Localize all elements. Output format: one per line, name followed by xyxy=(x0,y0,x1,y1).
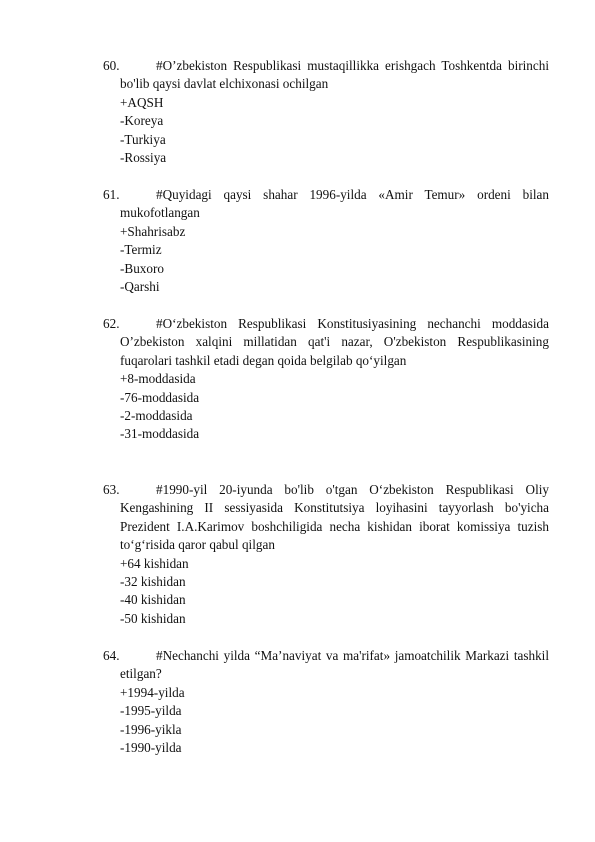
question-body xyxy=(120,647,549,757)
question-text: #O’zbekiston Respublikasi mustaqillikka erishgach Toshkentda birinchi bo'lib qaysi davlat elchixonasi ochilgan xyxy=(120,58,549,92)
answer-option: -76-moddasida xyxy=(120,389,200,405)
answer-option: -32 kishidan xyxy=(120,574,186,590)
answer-option: -31-moddasida xyxy=(120,426,200,442)
answer-option: -2-moddasida xyxy=(120,408,193,424)
answer-option: +64 kishidan xyxy=(120,555,189,571)
question-body xyxy=(120,315,549,444)
answer-option: -1990-yilda xyxy=(120,740,182,756)
question-64 xyxy=(103,647,549,757)
question-body xyxy=(120,186,549,296)
question-text: #Quyidagi qaysi shahar 1996-yilda «Amir Temur» ordeni bilan mukofotlangan xyxy=(120,187,549,221)
question-number: 61. xyxy=(103,187,120,202)
answer-option: -Termiz xyxy=(120,242,162,258)
question-text: #Nechanchi yilda “Ma’naviyat va ma'rifat» jamoatchilik Markazi tashkil etilgan? xyxy=(120,648,549,682)
answer-option: -Koreya xyxy=(120,113,164,129)
question-62 xyxy=(103,315,549,444)
question-text: #O‘zbekiston Respublikasi Konstitusiyasining nechanchi moddasida O’zbekiston xalqini millatidan qat'i nazar, O'zbekiston Respublikasining fuqarolari tashkil etadi degan qoida belgilab qo‘yilgan xyxy=(120,316,549,368)
question-number: 64. xyxy=(103,648,120,663)
question-text: #1990-yil 20-iyunda bo'lib o'tgan O‘zbekiston Respublikasi Oliy Kengashining II sessiyasida Konstitutsiya loyihasini tayyorlash bo'yicha Prezident I.A.Karimov boshchiligida necha kishidan iborat komissiya tuzish to‘g‘risida qaror qabul qilgan xyxy=(120,482,549,553)
answer-option: +AQSH xyxy=(120,94,164,110)
answer-option: -Turkiya xyxy=(120,131,166,147)
answer-option: -1996-yikla xyxy=(120,721,182,737)
answer-option: -Buxoro xyxy=(120,260,164,276)
question-60 xyxy=(103,57,549,167)
question-63 xyxy=(103,481,549,628)
answer-option: -40 kishidan xyxy=(120,592,186,608)
question-number: 60. xyxy=(103,58,120,73)
answer-option: +Shahrisabz xyxy=(120,223,186,239)
answer-option: +1994-yilda xyxy=(120,684,185,700)
question-body xyxy=(120,57,549,167)
answer-option: -Qarshi xyxy=(120,279,160,295)
question-number: 63. xyxy=(103,482,120,497)
answer-option: -1995-yilda xyxy=(120,703,182,719)
answer-option: -Rossiya xyxy=(120,150,167,166)
question-61 xyxy=(103,186,549,296)
answer-option: -50 kishidan xyxy=(120,610,186,626)
question-body xyxy=(120,481,549,628)
question-number: 62. xyxy=(103,316,120,331)
answer-option: +8-moddasida xyxy=(120,371,196,387)
